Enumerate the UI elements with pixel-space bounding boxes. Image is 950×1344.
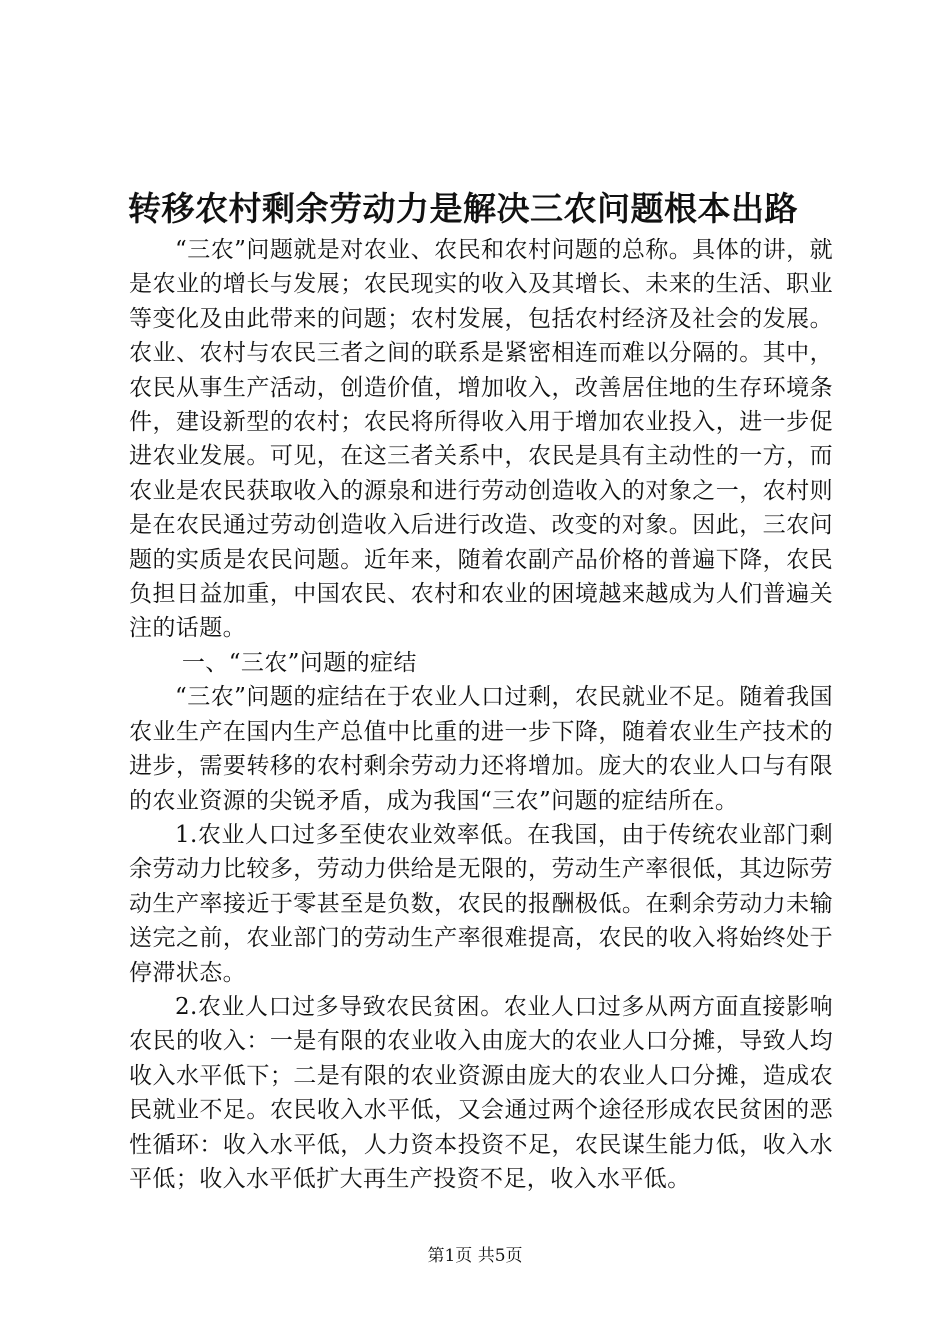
document-body [129,233,833,1196]
paragraph-intro: “三农”问题就是对农业、农民和农村问题的总称。具体的讲，就是农业的增长与发展；农民现实的收入及其增长、未来的生活、职业等变化及由此带来的问题；农村发展，包括农村经济及社会的发展。农业、农村与农民三者之间的联系是紧密相连而难以分隔的。其中，农民从事生产活动，创造价值，增加收入，改善居住地的生存环境条件，建设新型的农村；农民将所得收入用于增加农业投入，进一步促进农业发展。可见，在这三者关系中，农民是具有主动性的一方，而农业是农民获取收入的源泉和进行劳动创造收入的对象之一，农村则是在农民通过劳动创造收入后进行改造、改变的对象。因此，三农问题的实质是农民问题。近年来，随着农副产品价格的普遍下降，农民负担日益加重，中国农民、农村和农业的困境越来越成为人们普遍关注的话题。 [129,237,833,642]
paragraph-point-1: 1.农业人口过多至使农业效率低。在我国，由于传统农业部门剩余劳动力比较多，劳动力供给是无限的，劳动生产率很低，其边际劳动生产率接近于零甚至是负数，农民的报酬极低。在剩余劳动力未输送完之前，农业部门的劳动生产率很难提高，农民的收入将始终处于停滞状态。 [129,821,833,986]
document-title: 转移农村剩余劳动力是解决三农问题根本出路 [128,189,798,228]
paragraph-crux: “三农”问题的症结在于农业人口过剩，农民就业不足。随着我国农业生产在国内生产总值中比重的进一步下降，随着农业生产技术的进步，需要转移的农村剩余劳动力还将增加。庞大的农业人口与有限的农业资源的尖锐矛盾，成为我国“三农”问题的症结所在。 [129,684,833,814]
section-heading: 一、“三农”问题的症结 [181,649,417,676]
page-number-footer: 第1页 共5页 [427,1246,523,1266]
paragraph-point-2: 2.农业人口过多导致农民贫困。农业人口过多从两方面直接影响农民的收入：一是有限的农业收入由庞大的农业人口分摊，导致人均收入水平低下；二是有限的农业资源由庞大的农业人口分摊，造成农民就业不足。农民收入水平低，又会通过两个途径形成农民贫困的恶性循环：收入水平低，人力资本投资不足，农民谋生能力低，收入水平低；收入水平低扩大再生产投资不足，收入水平低。 [129,993,833,1192]
